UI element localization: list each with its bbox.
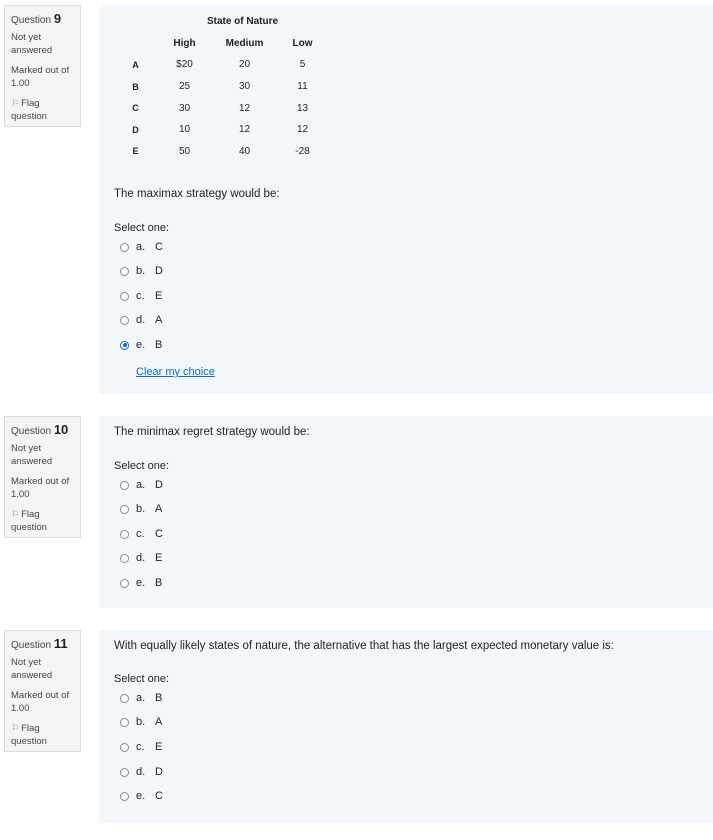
radio-button[interactable] xyxy=(120,718,129,727)
question-prompt: The minimax regret strategy would be: xyxy=(114,426,310,438)
answer-option-d[interactable] xyxy=(120,312,162,328)
row-label: C xyxy=(132,103,139,114)
option-letter: c. xyxy=(136,741,145,753)
question-info-10 xyxy=(4,416,81,538)
table-cell: 11 xyxy=(297,81,308,93)
table-cell: 30 xyxy=(178,102,191,114)
option-text: B xyxy=(155,577,163,589)
column-header: Medium xyxy=(225,37,264,49)
answer-option-e[interactable] xyxy=(120,575,162,591)
table-cell: 30 xyxy=(238,81,251,93)
radio-button-selected[interactable] xyxy=(120,341,129,350)
radio-button[interactable] xyxy=(120,292,129,301)
question-prompt: With equally likely states of nature, the alternative that has the largest expected monetary value is: xyxy=(114,640,614,652)
table-cell: 12 xyxy=(238,124,251,136)
radio-button[interactable] xyxy=(120,243,129,252)
option-letter: a. xyxy=(136,241,146,253)
table-row xyxy=(119,76,333,98)
option-letter: c. xyxy=(136,528,145,540)
table-cell: 12 xyxy=(296,124,309,136)
radio-button[interactable] xyxy=(120,579,129,588)
table-cell: 13 xyxy=(296,102,309,114)
option-text: C xyxy=(155,528,163,540)
question-number: Question 10 xyxy=(11,422,69,437)
table-row xyxy=(119,97,333,119)
option-letter: e. xyxy=(136,577,146,589)
answer-option-a[interactable] xyxy=(120,690,162,706)
column-header: Low xyxy=(292,37,313,49)
table-cell: $20 xyxy=(176,59,193,71)
question-grade: Marked out of 1.00 xyxy=(11,476,70,500)
answer-option-c[interactable] xyxy=(120,739,162,755)
table-row xyxy=(119,54,333,76)
answer-option-d[interactable] xyxy=(120,764,163,780)
option-letter: c. xyxy=(136,290,145,302)
flag-question-button[interactable]: ⚐ Flag question xyxy=(11,98,47,122)
answer-option-c[interactable] xyxy=(120,288,162,304)
question-state: Not yet answered xyxy=(11,657,53,681)
option-letter: e. xyxy=(136,790,146,802)
answer-option-d[interactable] xyxy=(120,550,162,566)
option-letter: d. xyxy=(136,766,146,778)
option-text: A xyxy=(155,716,163,728)
row-label: E xyxy=(132,146,139,157)
option-text: D xyxy=(155,766,163,778)
clear-my-choice-link[interactable]: Clear my choice xyxy=(136,366,215,378)
row-label: A xyxy=(132,59,139,70)
option-letter: b. xyxy=(136,503,146,515)
radio-button[interactable] xyxy=(120,316,129,325)
radio-button[interactable] xyxy=(120,554,129,563)
option-letter: b. xyxy=(136,716,146,728)
option-text: D xyxy=(155,479,163,491)
table-cell: 5 xyxy=(299,59,306,71)
question-prompt: The maximax strategy would be: xyxy=(114,188,280,200)
option-text: E xyxy=(155,552,163,564)
option-text: C xyxy=(155,241,163,253)
table-cell: 25 xyxy=(178,81,191,93)
radio-button[interactable] xyxy=(120,267,129,276)
radio-button[interactable] xyxy=(120,792,129,801)
column-header: High xyxy=(173,37,196,49)
radio-button[interactable] xyxy=(120,768,129,777)
answer-option-e[interactable] xyxy=(120,337,162,353)
option-text: D xyxy=(155,265,163,277)
option-text: E xyxy=(155,741,163,753)
question-info-11 xyxy=(4,630,81,752)
table-cell: 50 xyxy=(178,145,191,157)
select-one-label: Select one: xyxy=(114,673,170,685)
question-state: Not yet answered xyxy=(11,443,53,467)
select-one-label: Select one: xyxy=(114,222,170,234)
select-one-label: Select one: xyxy=(114,460,170,472)
option-letter: e. xyxy=(136,339,146,351)
question-content-11 xyxy=(99,630,713,823)
option-letter: d. xyxy=(136,314,146,326)
option-letter: b. xyxy=(136,265,146,277)
row-label: D xyxy=(132,124,139,135)
table-cell: -28 xyxy=(295,145,310,157)
question-grade: Marked out of 1.00 xyxy=(11,690,70,714)
radio-button[interactable] xyxy=(120,481,129,490)
flag-icon: ⚐ xyxy=(11,723,20,733)
option-letter: a. xyxy=(136,692,146,704)
flag-question-button[interactable]: ⚐ Flag question xyxy=(11,723,47,747)
answer-option-c[interactable] xyxy=(120,526,163,542)
question-number: Question 11 xyxy=(11,636,68,651)
flag-question-button[interactable]: ⚐ Flag question xyxy=(11,509,47,533)
table-header-row xyxy=(119,33,333,55)
table-cell: 20 xyxy=(238,59,251,71)
table-title: State of Nature xyxy=(206,16,279,28)
answer-option-e[interactable] xyxy=(120,788,163,804)
option-text: A xyxy=(155,314,163,326)
answer-option-b[interactable] xyxy=(120,714,162,730)
question-content-9 xyxy=(99,5,713,394)
question-state: Not yet answered xyxy=(11,32,53,56)
answer-option-b[interactable] xyxy=(120,263,163,279)
answer-option-a[interactable] xyxy=(120,477,163,493)
table-cell: 12 xyxy=(238,102,251,114)
option-letter: d. xyxy=(136,552,146,564)
table-row xyxy=(119,141,333,163)
option-text: B xyxy=(155,692,163,704)
answer-option-a[interactable] xyxy=(120,239,163,255)
question-content-10 xyxy=(99,416,713,608)
option-text: C xyxy=(155,790,163,802)
option-text: E xyxy=(155,290,163,302)
radio-button[interactable] xyxy=(120,694,129,703)
answer-option-b[interactable] xyxy=(120,501,162,517)
flag-icon: ⚐ xyxy=(11,98,20,108)
table-row xyxy=(119,119,333,141)
radio-button[interactable] xyxy=(120,530,129,539)
question-info-9 xyxy=(4,5,81,127)
row-label: B xyxy=(132,81,139,92)
payoff-table xyxy=(119,11,333,162)
option-text: A xyxy=(155,503,163,515)
option-text: B xyxy=(155,339,163,351)
radio-button[interactable] xyxy=(120,743,129,752)
table-cell: 40 xyxy=(238,145,251,157)
option-letter: a. xyxy=(136,479,146,491)
radio-button[interactable] xyxy=(120,505,129,514)
question-number: Question 9 xyxy=(11,11,62,26)
flag-icon: ⚐ xyxy=(11,509,20,519)
table-cell: 10 xyxy=(178,124,191,136)
question-grade: Marked out of 1.00 xyxy=(11,65,70,89)
